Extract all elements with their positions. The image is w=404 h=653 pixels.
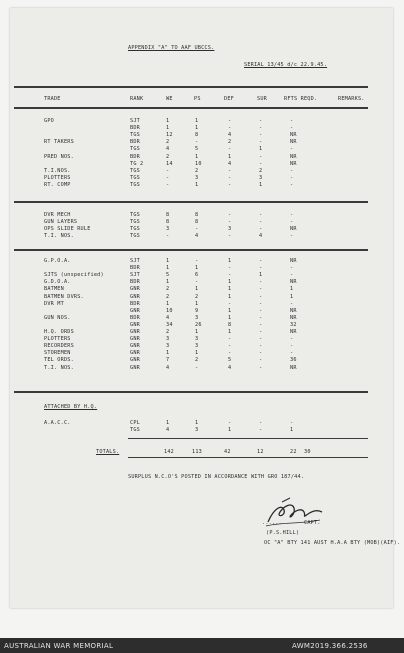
table-cell: NR	[290, 307, 297, 314]
table-cell: 8	[195, 219, 199, 226]
table-cell: 4	[228, 364, 232, 371]
table-cell: 1	[259, 146, 263, 153]
trade-cell: PLOTTERS	[44, 336, 71, 343]
table-cell: -	[195, 226, 199, 233]
trade-cell: G.P.O.A.	[44, 258, 71, 264]
table-cell: TGS	[130, 219, 140, 226]
table-cell: 8	[228, 321, 232, 328]
trade-cell: RT TAKERS	[44, 139, 74, 146]
totals-extra: 30	[304, 449, 311, 455]
table-cell: -	[259, 125, 263, 132]
table-cell: 1	[166, 258, 170, 264]
table-cell: 1	[195, 118, 199, 124]
table-cell: 2	[166, 329, 170, 335]
table-cell: NR	[290, 329, 297, 335]
table-cell: 3	[195, 174, 199, 181]
signature-capt: CAPT.	[304, 520, 321, 526]
table-cell: TGS	[130, 212, 140, 218]
trade-cell: G.D.O.A.	[44, 279, 71, 286]
table-cell: 1	[195, 350, 199, 357]
table-cell: -	[259, 226, 263, 233]
serial-number: SERIAL 13/45 d/c 22.9.45.	[244, 62, 328, 68]
table-cell: -	[166, 181, 170, 188]
table-cell: -	[259, 286, 263, 293]
table-cell: 1	[228, 314, 232, 321]
table-cell: -	[228, 272, 232, 279]
table-cell: -	[259, 336, 263, 343]
col-trade: TRADE	[44, 96, 61, 102]
table-cell: 8	[195, 212, 199, 218]
trade-cell: PRED NOS.	[44, 153, 74, 160]
table-cell: BDR	[130, 265, 140, 272]
table-cell: TGS	[130, 233, 140, 240]
table-cell: 2	[228, 139, 232, 146]
table-cell: -	[290, 300, 294, 307]
header-rule	[14, 107, 368, 109]
table-cell: GNR	[130, 293, 140, 300]
table-cell: -	[290, 146, 294, 153]
table-cell: -	[259, 427, 263, 434]
table-cell: SJT	[130, 272, 140, 279]
table-cell: NR	[290, 139, 297, 146]
table-cell: -	[290, 272, 294, 279]
table-cell: -	[259, 321, 263, 328]
section-rule	[14, 201, 368, 203]
table-cell: -	[259, 153, 263, 160]
table-cell: -	[259, 139, 263, 146]
table-cell: -	[259, 343, 263, 350]
table-cell: -	[259, 118, 263, 124]
table-cell: GNR	[130, 357, 140, 364]
table-cell: 1	[228, 153, 232, 160]
trade-cell: H.Q. ORDS	[44, 329, 74, 335]
table-cell: GNR	[130, 286, 140, 293]
totals-rfts: 22	[290, 449, 297, 455]
table-cell: TGS	[130, 427, 140, 434]
table-cell: 1	[195, 420, 199, 426]
table-cell: -	[290, 181, 294, 188]
table-cell: 14	[166, 160, 173, 167]
table-cell: TGS	[130, 226, 140, 233]
col-we: WE	[166, 96, 173, 102]
table-cell: -	[259, 364, 263, 371]
table-cell: -	[259, 265, 263, 272]
table-cell: -	[290, 350, 294, 357]
table-cell: 3	[195, 336, 199, 343]
section-rule	[14, 391, 368, 393]
table-cell: GNR	[130, 343, 140, 350]
table-cell: -	[259, 212, 263, 218]
table-cell: TGS	[130, 132, 140, 139]
table-cell: 1	[259, 272, 263, 279]
table-cell: -	[290, 219, 294, 226]
totals-we: 142	[164, 449, 174, 455]
section-rule	[14, 249, 368, 251]
table-cell: -	[228, 336, 232, 343]
table-cell: 1	[290, 427, 294, 434]
table-cell: -	[228, 181, 232, 188]
table-cell: 34	[166, 321, 173, 328]
table-cell: 2	[195, 167, 199, 174]
table-cell: -	[228, 167, 232, 174]
table-cell: 3	[166, 226, 170, 233]
table-cell: -	[195, 258, 199, 264]
col-ps: PS	[194, 96, 201, 102]
table-cell: 5	[195, 146, 199, 153]
surplus-note: SURPLUS N.C.O'S POSTED IN ACCORDANCE WITH GRO 187/44.	[128, 474, 305, 480]
table-cell: -	[259, 219, 263, 226]
trade-cell: DVR MECH	[44, 212, 71, 218]
table-cell: -	[259, 350, 263, 357]
trade-cell: T.I. NOS.	[44, 364, 74, 371]
table-cell: 6	[195, 272, 199, 279]
table-cell: -	[195, 279, 199, 286]
table-cell: -	[290, 233, 294, 240]
table-cell: -	[228, 118, 232, 124]
table-cell: -	[290, 420, 294, 426]
table-cell: 1	[166, 118, 170, 124]
table-cell: 1	[166, 279, 170, 286]
table-cell: 4	[195, 233, 199, 240]
table-cell: 10	[195, 160, 202, 167]
table-cell: 3	[166, 343, 170, 350]
table-cell: 1	[166, 125, 170, 132]
table-cell: -	[259, 300, 263, 307]
table-cell: 3	[228, 226, 232, 233]
table-cell: BDR	[130, 300, 140, 307]
table-cell: 1	[290, 286, 294, 293]
table-cell: 2	[259, 167, 263, 174]
table-cell: 1	[195, 286, 199, 293]
table-cell: 1	[290, 293, 294, 300]
table-cell: -	[228, 219, 232, 226]
table-cell: -	[290, 118, 294, 124]
table-cell: 36	[290, 357, 297, 364]
trade-cell: GUN NOS.	[44, 314, 71, 321]
table-cell: 5	[166, 272, 170, 279]
table-cell: 1	[195, 300, 199, 307]
footer-accession: AWM2019.366.2536	[292, 642, 368, 650]
col-rank: RANK	[130, 96, 144, 102]
table-cell: -	[290, 174, 294, 181]
signature-name: (P.S.HILL)	[266, 530, 300, 536]
table-cell: NR	[290, 279, 297, 286]
table-cell: 1	[166, 300, 170, 307]
table-cell: 2	[195, 293, 199, 300]
table-cell: GNR	[130, 329, 140, 335]
signature-unit: OC "A" BTY 141 AUST H.A.A BTY (MOB)(AIF).	[264, 540, 401, 546]
table-cell: BDR	[130, 153, 140, 160]
table-cell: TGS	[130, 174, 140, 181]
table-cell: 1	[195, 265, 199, 272]
table-cell: -	[228, 420, 232, 426]
attached-heading: ATTACHED BY H.Q.	[44, 404, 98, 410]
table-cell: BDR	[130, 139, 140, 146]
table-cell: BDR	[130, 125, 140, 132]
table-cell: -	[259, 293, 263, 300]
table-cell: NR	[290, 153, 297, 160]
table-cell: TGS	[130, 146, 140, 153]
table-cell: -	[228, 343, 232, 350]
totals-bottom-rule	[128, 457, 368, 458]
table-cell: BDR	[130, 314, 140, 321]
table-cell: 4	[166, 314, 170, 321]
table-cell: NR	[290, 226, 297, 233]
table-cell: -	[259, 314, 263, 321]
table-cell: GNR	[130, 336, 140, 343]
table-cell: 1	[195, 329, 199, 335]
table-cell: -	[228, 265, 232, 272]
table-cell: 32	[290, 321, 297, 328]
table-cell: NR	[290, 364, 297, 371]
table-cell: 1	[195, 181, 199, 188]
trade-cell: GPO	[44, 118, 54, 124]
table-cell: -	[228, 300, 232, 307]
col-rfts: RFTS REQD.	[284, 96, 318, 102]
table-cell: GNR	[130, 321, 140, 328]
table-cell: -	[290, 167, 294, 174]
table-cell: 4	[228, 160, 232, 167]
trade-cell: BATMEN DVRS.	[44, 293, 84, 300]
trade-cell: RT. COMP	[44, 181, 71, 188]
trade-cell: DVR MT	[44, 300, 64, 307]
trade-cell: TEL ORDS.	[44, 357, 74, 364]
table-cell: -	[259, 307, 263, 314]
table-cell: -	[166, 167, 170, 174]
table-cell: 8	[195, 132, 199, 139]
table-cell: 4	[166, 427, 170, 434]
table-cell: -	[195, 139, 199, 146]
table-cell: 1	[228, 258, 232, 264]
col-remarks: REMARKS.	[338, 96, 365, 102]
document-title: APPENDIX "A" TO AAF UBCCS.	[128, 45, 215, 51]
signature-dots: .......	[262, 520, 286, 526]
table-cell: 9	[195, 307, 199, 314]
totals-def: 42	[224, 449, 231, 455]
trade-cell: T.I. NOS.	[44, 233, 74, 240]
table-cell: -	[290, 212, 294, 218]
table-cell: 1	[259, 181, 263, 188]
table-cell: 7	[166, 357, 170, 364]
table-cell: NR	[290, 258, 297, 264]
table-cell: CPL	[130, 420, 140, 426]
trade-cell: BATMEN	[44, 286, 64, 293]
table-cell: 1	[228, 329, 232, 335]
table-cell: -	[228, 212, 232, 218]
table-cell: SJT	[130, 258, 140, 264]
table-cell: 3	[195, 343, 199, 350]
table-cell: -	[259, 329, 263, 335]
table-cell: 1	[166, 265, 170, 272]
totals-label: TOTALS.	[96, 449, 120, 455]
table-cell: 1	[195, 153, 199, 160]
table-cell: -	[166, 174, 170, 181]
table-cell: 8	[166, 212, 170, 218]
table-cell: 3	[195, 427, 199, 434]
table-cell: 1	[228, 279, 232, 286]
table-cell: 4	[166, 146, 170, 153]
table-cell: GNR	[130, 350, 140, 357]
table-cell: 3	[195, 314, 199, 321]
trade-cell: T.I.NOS.	[44, 167, 71, 174]
table-cell: 5	[228, 357, 232, 364]
totals-ps: 113	[192, 449, 202, 455]
table-cell: -	[228, 146, 232, 153]
table-cell: -	[259, 132, 263, 139]
footer-institution: AUSTRALIAN WAR MEMORIAL	[4, 642, 114, 650]
table-cell: 2	[166, 286, 170, 293]
table-cell: -	[166, 233, 170, 240]
table-cell: -	[228, 350, 232, 357]
table-cell: NR	[290, 132, 297, 139]
table-cell: 12	[166, 132, 173, 139]
table-cell: NR	[290, 314, 297, 321]
table-cell: BDR	[130, 279, 140, 286]
footer-bar	[0, 638, 404, 653]
table-cell: TGS	[130, 167, 140, 174]
table-cell: GNR	[130, 307, 140, 314]
table-cell: 1	[166, 350, 170, 357]
table-cell: -	[259, 160, 263, 167]
table-cell: 2	[166, 293, 170, 300]
totals-sur: 12	[257, 449, 264, 455]
table-cell: 3	[259, 174, 263, 181]
table-cell: 2	[166, 153, 170, 160]
trade-cell: OPS SLIDE RULE	[44, 226, 91, 233]
table-cell: -	[290, 265, 294, 272]
table-cell: 1	[228, 427, 232, 434]
table-cell: -	[259, 420, 263, 426]
table-cell: -	[259, 258, 263, 264]
col-sur: SUR	[257, 96, 267, 102]
table-cell: 1	[228, 286, 232, 293]
table-cell: 1	[195, 125, 199, 132]
table-cell: 1	[228, 293, 232, 300]
trade-cell: GUN LAYERS	[44, 219, 78, 226]
table-cell: -	[290, 125, 294, 132]
table-cell: TG 2	[130, 160, 144, 167]
table-cell: 1	[228, 307, 232, 314]
table-cell: 1	[166, 420, 170, 426]
table-cell: -	[290, 343, 294, 350]
table-cell: -	[259, 357, 263, 364]
trade-cell: PLOTTERS	[44, 174, 71, 181]
table-cell: -	[259, 279, 263, 286]
table-cell: 2	[166, 139, 170, 146]
table-cell: -	[228, 233, 232, 240]
trade-cell: SJTS (unspecified)	[44, 272, 104, 279]
table-cell: 4	[259, 233, 263, 240]
table-cell: TGS	[130, 181, 140, 188]
trade-cell: A.A.C.C.	[44, 420, 71, 426]
table-cell: 2	[195, 357, 199, 364]
trade-cell: STOREMEN	[44, 350, 71, 357]
table-cell: 10	[166, 307, 173, 314]
table-cell: SJT	[130, 118, 140, 124]
trade-cell: RECORDERS	[44, 343, 74, 350]
table-cell: GNR	[130, 364, 140, 371]
totals-top-rule	[128, 438, 368, 439]
table-cell: -	[228, 125, 232, 132]
table-cell: 3	[166, 336, 170, 343]
table-cell: -	[290, 336, 294, 343]
table-cell: -	[195, 364, 199, 371]
table-cell: 4	[228, 132, 232, 139]
table-cell: 8	[166, 219, 170, 226]
top-rule	[14, 86, 368, 88]
table-cell: NR	[290, 160, 297, 167]
table-cell: -	[228, 174, 232, 181]
table-cell: 26	[195, 321, 202, 328]
col-def: DEF	[224, 96, 234, 102]
table-cell: 4	[166, 364, 170, 371]
